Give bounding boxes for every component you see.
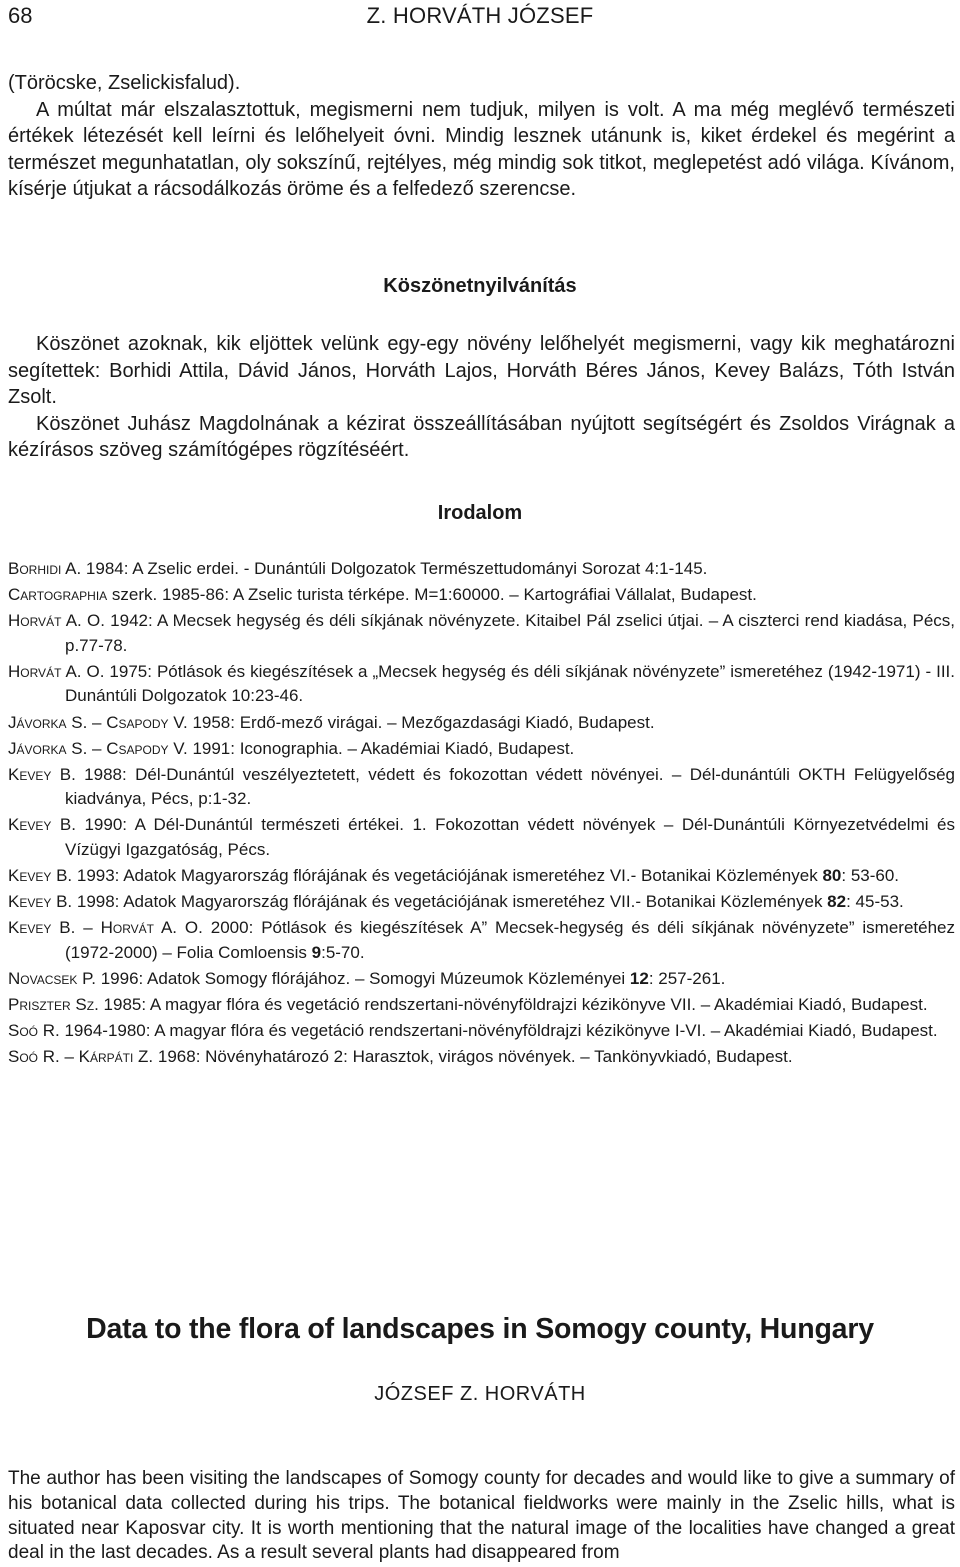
reference-text: : 257-261. xyxy=(648,969,726,988)
reference-text: B. 1998: Adatok Magyarország flórájának és vegetációjának ismeretéhez VII.- Botanikai Közlemények xyxy=(51,892,828,912)
reference-text: . 1985: A magyar flóra és vegetáció rendszertani-növényföldrajzi kézikönyve VII. – Akadémiai Kiadó, Budapest. xyxy=(94,995,928,1015)
reference-text: A. O. 1942: A Mecsek hegység és déli síkjának növényzete. Kitaibel Pál zselici útjai. – A ciszterci rend kiadása, Pécs, p.77-78. xyxy=(61,611,955,655)
abstract-paragraph: The author has been visiting the landscapes of Somogy county for decades and would like to give a summary of his botanical data collected during his trips. The botanical fieldworks were mainly in the Zselic hills, what is situated near Kaposvar city. It is worth mentioning that the natural image of the localities have changed a great deal in the last decades. As a result several plants had disappeared from xyxy=(8,1468,955,1564)
acknowledgements-text xyxy=(8,331,955,464)
reference-author: Jávorka xyxy=(8,712,67,732)
intro-paragraph: A múltat már elszalasztottuk, megismerni nem tudjuk, milyen is volt. A ma még meglévő természeti értékek létezését kell leírni és lelőhelyeit óvni. Mindig lesznek utánunk is, kiket érdekel és megérint a természet megunhatatlan, oly sokszínű, rejtélyes, még mindig sok titkot, meglepetést adó világa. Kívánom, kísérje útjukat a rácsodálkozás öröme és a felfedező szerencse. xyxy=(8,98,955,200)
reference-volume: 80 xyxy=(822,866,842,886)
reference-text: V. 1958: Erdő-mező virágai. – Mezőgazdasági Kiadó, Budapest. xyxy=(168,712,655,732)
intro-line: (Töröcske, Zselickisfalud). xyxy=(8,72,241,94)
english-abstract xyxy=(8,1467,955,1566)
reference-author: Csapody xyxy=(106,712,169,732)
acknowledgements-heading: Köszönetnyilvánítás xyxy=(383,275,577,297)
reference-author: Soó xyxy=(8,1021,39,1041)
reference-author: Csapody xyxy=(106,738,169,758)
reference-author: Kevey xyxy=(8,764,52,784)
reference-author: Kevey xyxy=(8,918,52,938)
reference-text: szerk. 1985-86: A Zselic turista térképe. M=1:60000. – Kartográfiai Vállalat, Budapest. xyxy=(107,585,757,605)
reference-list xyxy=(8,557,955,1071)
reference-author: Borhidi xyxy=(8,559,62,578)
reference-text: A. O. 2000: Pótlások és kiegészítések A” Mecsek-hegység és déli síkjának növényzete” ismeretéhez (1972-2000) – Folia Comloensis xyxy=(65,918,955,962)
reference-author: Cartographia xyxy=(8,585,108,605)
reference-volume: 12 xyxy=(629,969,649,988)
reference-text: V. 1991: Iconographia. – Akadémiai Kiadó, Budapest. xyxy=(168,738,575,758)
reference-author: Jávorka xyxy=(8,738,67,758)
acknowledgements-paragraph-2: Köszönet Juhász Magdolnának a kézirat összeállításában nyújtott segítségért és Zsoldos Virágnak a kézírásos szöveg számítógépes rögzítéséért. xyxy=(8,412,955,461)
reference-author: Kárpáti xyxy=(78,1047,134,1067)
reference-author: Horvát xyxy=(8,661,62,681)
reference-author: Horvát xyxy=(100,918,154,938)
reference-item xyxy=(8,916,955,965)
reference-item xyxy=(8,1045,955,1070)
reference-item xyxy=(8,583,955,608)
reference-text: S. – xyxy=(66,738,107,758)
reference-author: Kevey xyxy=(8,815,52,835)
running-title: Z. HORVÁTH JÓZSEF xyxy=(366,3,594,28)
reference-author: Soó xyxy=(8,1047,39,1067)
reference-author: Sz xyxy=(75,995,95,1015)
page-number: 68 xyxy=(8,3,33,28)
reference-text: Z. 1968: Növényhatározó 2: Harasztok, virágos növények. – Tankönyvkiadó, Budapest. xyxy=(133,1047,793,1067)
reference-volume: 9 xyxy=(311,942,322,962)
reference-item xyxy=(8,737,955,762)
reference-author: Novacsek xyxy=(8,969,78,988)
reference-item xyxy=(8,1019,955,1044)
reference-item xyxy=(8,864,955,889)
reference-item xyxy=(8,660,955,709)
reference-item xyxy=(8,557,955,582)
acknowledgements-paragraph-1: Köszönet azoknak, kik eljöttek velünk egy-egy növény lelőhelyét megismerni, vagy kik meghatározni segítettek: Borhidi Attila, Dávid János, Horváth Lajos, Horváth Béres János, Kevey Balázs, Tóth István Zsolt. xyxy=(8,333,955,408)
reference-text: A. O. 1975: Pótlások és kiegészítések a „Mecsek hegység és déli síkjának növényzete” ismeretéhez (1942-1971) - III. Dunántúli Dolgozatok 10:23-46. xyxy=(61,661,955,706)
reference-text: B. 1990: A Dél-Dunántúl természeti értékei. 1. Fokozottan védett növények – Dél-Dunántúli Környezetvédelmi és Vízügyi Igazgatóság, Pécs. xyxy=(51,815,955,860)
reference-item xyxy=(8,763,955,812)
reference-text: R. – xyxy=(38,1047,79,1067)
reference-text: A. 1984: A Zselic erdei. - Dunántúli Dolgozatok Természettudományi Sorozat 4:1-145. xyxy=(61,559,708,578)
reference-text: : 53-60. xyxy=(841,866,900,886)
reference-text: :5-70. xyxy=(321,942,365,962)
reference-text: B. – xyxy=(51,918,101,938)
running-head xyxy=(8,3,952,33)
reference-volume: 82 xyxy=(827,892,847,912)
reference-item xyxy=(8,967,955,992)
reference-text: S. – xyxy=(66,712,107,732)
intro-text xyxy=(8,70,955,203)
reference-item xyxy=(8,609,955,658)
reference-text: R. 1964-1980: A magyar flóra és vegetáció rendszertani-növényföldrajzi kézikönyve I-VI. – Akadémiai Kiadó, Budapest. xyxy=(38,1021,938,1041)
reference-text: B. 1993: Adatok Magyarország flórájának és vegetációjának ismeretéhez VI.- Botanikai Közlemények xyxy=(51,866,823,886)
english-author: JÓZSEF Z. HORVÁTH xyxy=(374,1383,586,1405)
literature-heading: Irodalom xyxy=(437,502,523,524)
reference-author: Priszter xyxy=(8,995,71,1015)
english-title: Data to the flora of landscapes in Somogy county, Hungary xyxy=(86,1313,874,1345)
reference-item xyxy=(8,813,955,862)
reference-text: B. 1988: Dél-Dunántúl veszélyeztetett, védett és fokozottan védett növényei. – Dél-dunántúli OKTH Felügyelőség kiadványa, Pécs, p:1-32. xyxy=(51,764,955,809)
reference-author: Horvát xyxy=(8,611,62,631)
reference-item xyxy=(8,890,955,915)
reference-item xyxy=(8,711,955,736)
reference-author: Kevey xyxy=(8,892,52,912)
reference-author: Kevey xyxy=(8,866,52,886)
reference-item xyxy=(8,993,955,1018)
reference-text: : 45-53. xyxy=(846,892,904,912)
reference-text: P. 1996: Adatok Somogy flórájához. – Somogyi Múzeumok Közleményei xyxy=(77,969,630,988)
